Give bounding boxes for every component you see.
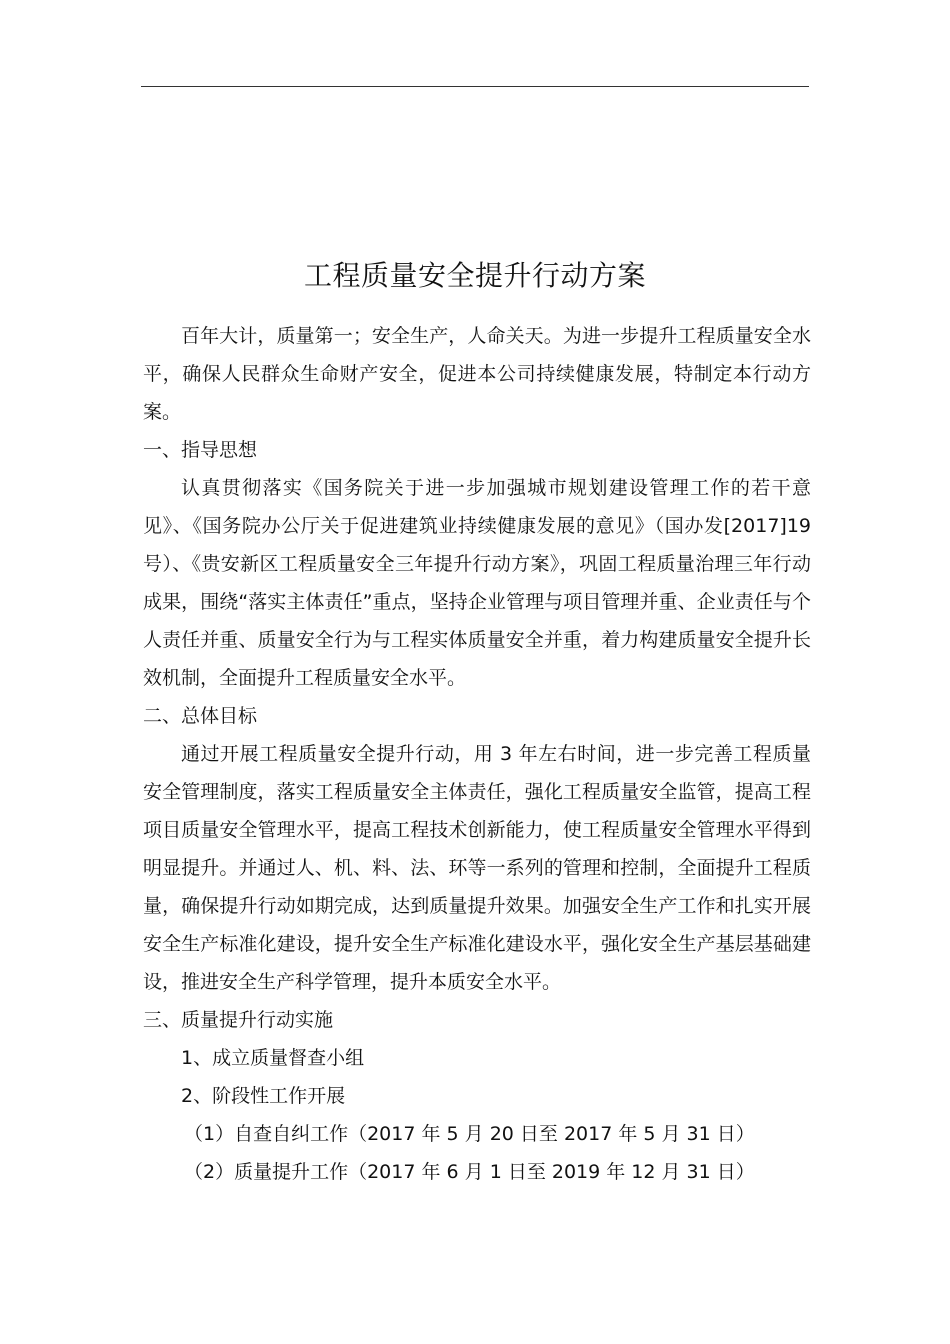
list-item-inspection-team: 1、成立质量督查小组 — [181, 1047, 365, 1069]
document-title: 工程质量安全提升行动方案 — [303, 259, 646, 292]
header-rule — [141, 86, 809, 87]
intro-paragraph: 百年大计，质量第一；安全生产，人命关天。为进一步提升工程质量安全水平，确保人民群众生命财产安全，促进本公司持续健康发展，特制定本行动方案。 — [143, 325, 811, 423]
document-body — [143, 317, 811, 1191]
section-heading-guiding-ideology: 一、指导思想 — [143, 439, 258, 461]
phase-item-self-inspection: （1）自查自纠工作（2017 年 5 月 20 日至 2017 年 5 月 31 日） — [184, 1123, 755, 1145]
section-heading-overall-goal: 二、总体目标 — [143, 705, 258, 727]
section-heading-implementation: 三、质量提升行动实施 — [143, 1009, 334, 1031]
phase-item-quality-improvement: （2）质量提升工作（2017 年 6 月 1 日至 2019 年 12 月 31 日） — [184, 1161, 755, 1183]
guiding-ideology-paragraph: 认真贯彻落实《国务院关于进一步加强城市规划建设管理工作的若干意见》、《国务院办公厅关于促进建筑业持续健康发展的意见》（国办发[2017]19 号）、《贵安新区工程质量安全三年提升行动方案》，巩固工程质量治理三年行动成果，围绕“落实主体责任”重点，坚持企业管理与项目管理并重、企业责任与个人责任并重、质量安全行为与工程实体质量安全并重，着力构建质量安全提升长效机制，全面提升工程质量安全水平。 — [143, 477, 811, 689]
list-item-phased-work: 2、阶段性工作开展 — [181, 1085, 346, 1107]
overall-goal-paragraph: 通过开展工程质量安全提升行动，用 3 年左右时间，进一步完善工程质量安全管理制度，落实工程质量安全主体责任，强化工程质量安全监管，提高工程项目质量安全管理水平，提高工程技术创新能力，使工程质量安全管理水平得到明显提升。并通过人、机、料、法、环等一系列的管理和控制，全面提升工程质量，确保提升行动如期完成，达到质量提升效果。加强安全生产工作和扎实开展安全生产标准化建设，提升安全生产标准化建设水平，强化安全生产基层基础建设，推进安全生产科学管理，提升本质安全水平。 — [143, 743, 811, 993]
